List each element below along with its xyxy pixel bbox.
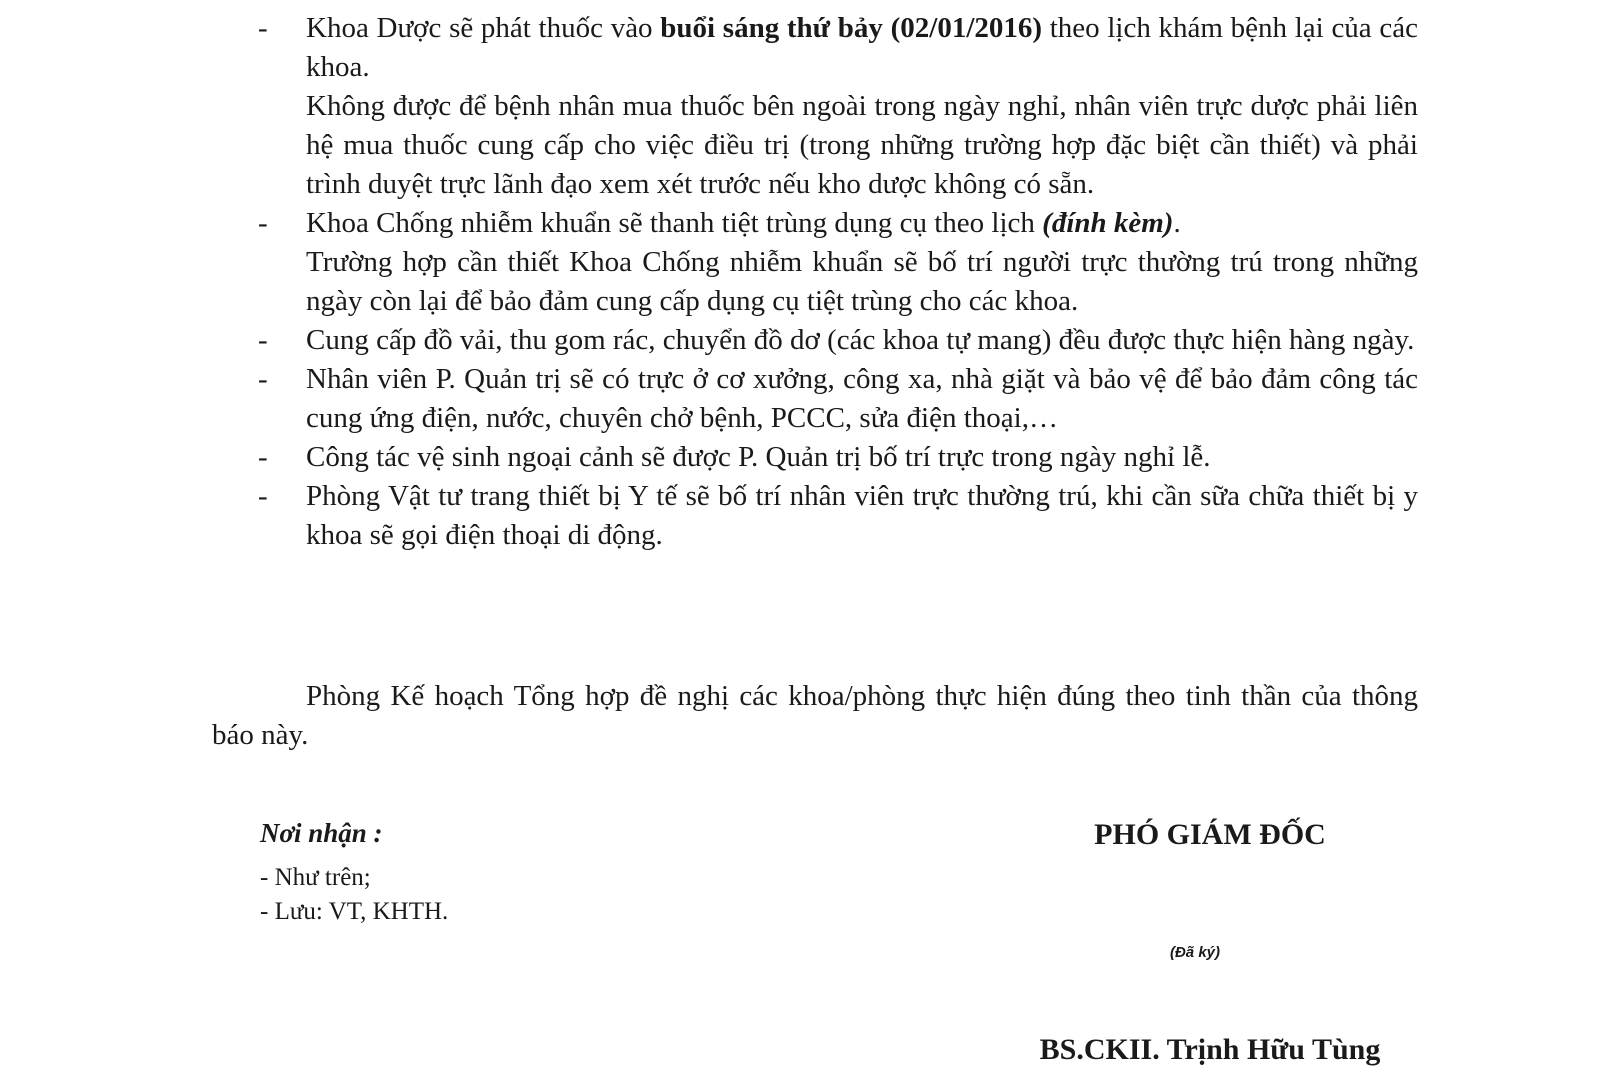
attachment-note: (đính kèm) [1042, 207, 1174, 239]
bold-date: buổi sáng thứ bảy (02/01/2016) [660, 12, 1043, 44]
medical-equipment-paragraph: Phòng Vật tư trang thiết bị Y tế sẽ bố trí nhân viên trực thường trú, khi cần sữa chữa thiết bị y khoa sẽ gọi điện thoại di động. [306, 480, 1418, 551]
sanitation-paragraph: Công tác vệ sinh ngoại cảnh sẽ được P. Quản trị bố trí trực trong ngày nghỉ lễ. [306, 441, 1211, 473]
recipient-item: - Lưu: VT, KHTH. [260, 898, 449, 925]
infection-control-note-paragraph: Trường hợp cần thiết Khoa Chống nhiễm khuẩn sẽ bố trí người trực thường trú trong những ngày còn lại để bảo đảm cung cấp dụng cụ tiệt trùng cho các khoa. [306, 246, 1418, 317]
bullet-marker: - [258, 441, 268, 473]
bullet-body [306, 204, 1418, 321]
bullet-item-sanitation [258, 438, 1418, 477]
bullet-marker: - [258, 207, 268, 239]
bullet-body [306, 360, 1418, 438]
text-run: theo lịch khám bệnh lại của các khoa. [306, 12, 1418, 83]
bullet-item-linen [258, 321, 1418, 360]
text-run: Khoa Chống nhiễm khuẩn sẽ thanh tiệt trùng dụng cụ theo lịch [306, 207, 1043, 239]
recipients-title: Nơi nhận : [260, 818, 383, 848]
signer-position: PHÓ GIÁM ĐỐC [1094, 818, 1326, 851]
bullet-body [306, 438, 1418, 477]
pharmacy-note-paragraph: Không được để bệnh nhân mua thuốc bên ngoài trong ngày nghỉ, nhân viên trực dược phải liên hệ mua thuốc cung cấp cho việc điều trị (trong những trường hợp đặc biệt cần thiết) và phải trình duyệt trực lãnh đạo xem xét trước nếu kho dược không có sẵn. [306, 90, 1418, 200]
bullet-marker: - [258, 12, 268, 44]
bullet-marker: - [258, 324, 268, 356]
pharmacy-paragraph [306, 9, 1418, 87]
infection-control-paragraph [306, 204, 1418, 243]
administration-paragraph: Nhân viên P. Quản trị sẽ có trực ở cơ xưởng, công xa, nhà giặt và bảo vệ để bảo đảm công tác cung ứng điện, nước, chuyên chở bệnh, PCCC, sửa điện thoại,… [306, 363, 1418, 434]
bullet-item-medical-equipment [258, 477, 1418, 555]
text-run: . [1173, 207, 1181, 239]
recipient-item: - Như trên; [260, 864, 371, 891]
bullet-item-pharmacy [258, 9, 1418, 204]
bullet-list [258, 9, 1418, 555]
bullet-body [306, 321, 1418, 360]
bullet-body [306, 9, 1418, 204]
conclusion-paragraph: Phòng Kế hoạch Tổng hợp đề nghị các khoa/phòng thực hiện đúng theo tinh thần của thông báo này. [212, 680, 1418, 751]
recipients-block [260, 815, 760, 929]
text-run: Khoa Dược sẽ phát thuốc vào [306, 12, 661, 44]
linen-paragraph: Cung cấp đồ vải, thu gom rác, chuyển đồ dơ (các khoa tự mang) đều được thực hiện hàng ngày. [306, 324, 1415, 356]
signer-name: BS.CKII. Trịnh Hữu Tùng [1039, 1033, 1381, 1066]
bullet-body [306, 477, 1418, 555]
bullet-marker: - [258, 480, 268, 512]
bullet-marker: - [258, 363, 268, 395]
bullet-item-infection-control [258, 204, 1418, 321]
bullet-item-administration [258, 360, 1418, 438]
recipients-list [260, 861, 760, 929]
signed-note: (Đã ký) [1169, 944, 1221, 961]
